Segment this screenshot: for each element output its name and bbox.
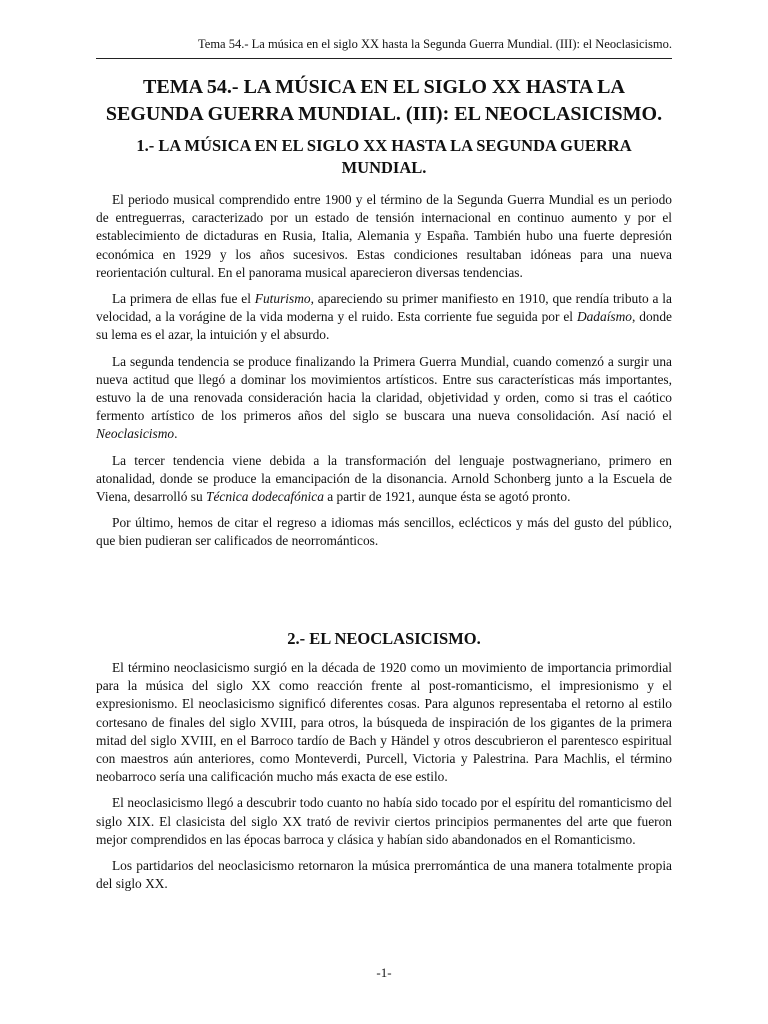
dadaismo-term: Dadaísmo	[576, 309, 632, 325]
neoclasicismo-term: Neoclasicismo	[96, 426, 175, 442]
page-number: -1-	[376, 965, 392, 980]
running-header: Tema 54.- La música en el siglo XX hasta la Segunda Guerra Mundial. (III): el Neoclasicismo.	[198, 37, 672, 51]
section-2-body	[96, 659, 672, 901]
paragraph: El periodo musical comprendido entre 1900 y el término de la Segunda Guerra Mundial es un periodo de entreguerras, caracterizado por un estado de tensión internacional en continuo aumento y por el establecimiento de dictaduras en Rusia, Italia, Alemania y España. También hubo una fuerte depresión económica en 1929 y los años sucesivos. Estas condiciones resultaban idóneas para una nueva reorientación cultural. En el panorama musical aparecieron diversas tendencias.	[96, 192, 672, 280]
paragraph: Por último, hemos de citar el regreso a idiomas más sencillos, eclécticos y más del gusto del público, que bien pudieran ser calificados de neorrománticos.	[96, 515, 672, 549]
header-divider	[96, 58, 672, 59]
section-heading-2: 2.- EL NEOCLASICISMO.	[287, 629, 481, 648]
section-1-body	[96, 191, 672, 559]
paragraph: Los partidarios del neoclasicismo retornaron la música prerromántica de una manera totalmente propia del siglo XX.	[96, 858, 672, 892]
tecnica-term: Técnica dodecafónica	[206, 489, 324, 505]
document-title: TEMA 54.- LA MÚSICA EN EL SIGLO XX HASTA LA SEGUNDA GUERRA MUNDIAL. (III): EL NEOCLASICISMO.	[105, 76, 663, 125]
paragraph: El neoclasicismo llegó a descubrir todo cuanto no había sido tocado por el espíritu del romanticismo del siglo XIX. El clasicista del siglo XX trató de revivir ciertos principios permanentes del arte que fueron mejor comprendidos en las épocas barroca y clásica y habían sido abandonados en el Romanticismo.	[96, 795, 672, 847]
section-heading-1: 1.- LA MÚSICA EN EL SIGLO XX HASTA LA SEGUNDA GUERRA MUNDIAL.	[136, 136, 632, 177]
paragraph: La segunda tendencia se produce finalizando la Primera Guerra Mundial, cuando comenzó a surgir una nueva actitud que llegó a dominar los movimientos artísticos. Entre sus características más importantes, estuvo la de una renovada consideración hacia la claridad, objetividad y orden, como si tras el caótico fermento artístico de los primeros años del siglo se buscara una nueva consolidación. Así nació el Neoclasicismo.	[96, 353, 672, 442]
paragraph: El término neoclasicismo surgió en la década de 1920 como un movimiento de importancia primordial para la música del siglo XX como reacción frente al post-romanticismo, el impresionismo y el expresionismo. El neoclasicismo significó diferentes cosas. Para algunos representaba el retorno al estilo cortesano de finales del siglo XVIII, para otros, la búsqueda de inspiración de los gigantes de la primera mitad del siglo XVIII, en el Barroco tardío de Bach y Händel y otros descubrieron el parentesco espiritual con maestros aún anteriores, como Monteverdi, Purcell, Victoria y Palestrina. Para Machlis, el término neobarroco sería una calificación mucho más exacta de ese estilo.	[96, 660, 672, 785]
futurismo-term: Futurismo	[254, 291, 311, 307]
paragraph: La primera de ellas fue el Futurismo, apareciendo su primer manifiesto en 1910, que rendía tributo a la velocidad, a la vorágine de la vida moderna y el ruido. Esta corriente fue seguida por el Dadaísmo, donde su lema es el azar, la intuición y el absurdo.	[96, 291, 672, 343]
paragraph: La tercer tendencia viene debida a la transformación del lenguaje postwagneriano, primero en atonalidad, donde se produce la emancipación de la disonancia. Arnold Schonberg junto a la Escuela de Viena, desarrolló su Técnica dodecafónica a partir de 1921, aunque ésta se agotó pronto.	[96, 452, 672, 505]
